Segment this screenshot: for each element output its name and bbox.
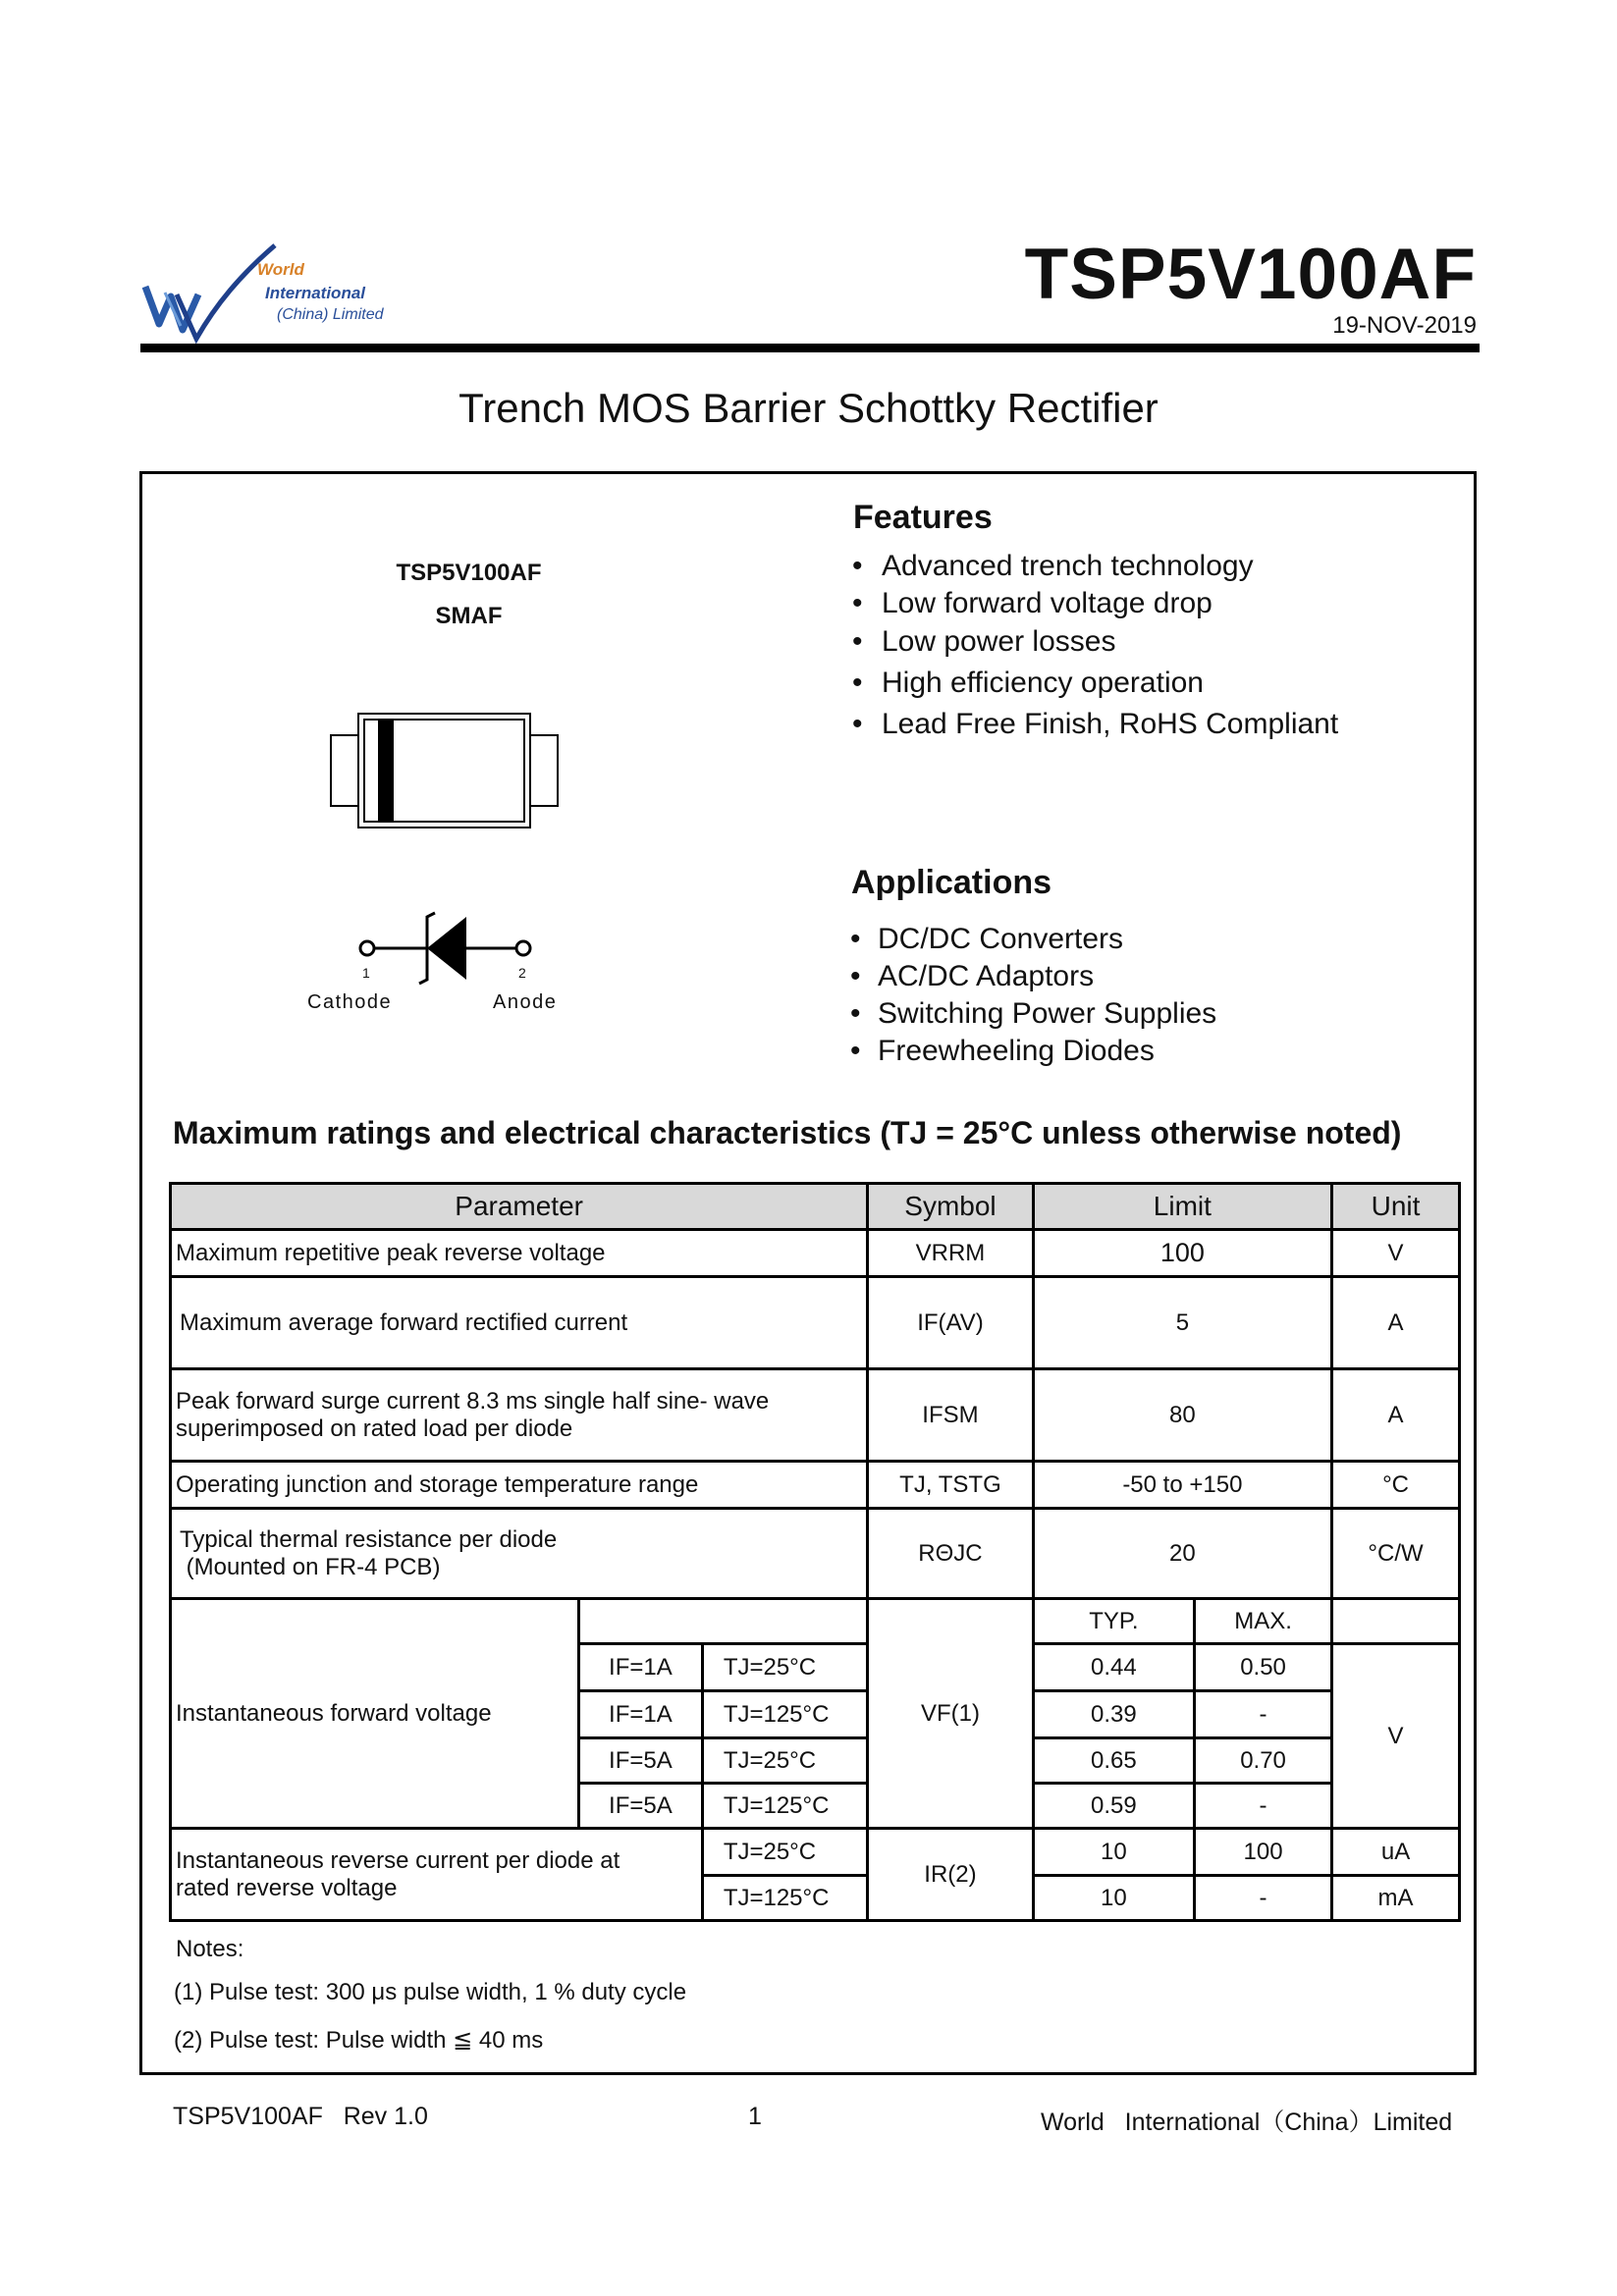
vf-max: -: [1195, 1784, 1332, 1829]
vf-tj: TJ=25°C: [702, 1644, 867, 1691]
applications-heading: Applications: [851, 864, 1052, 901]
table-row: [171, 1230, 1460, 1277]
part-number-title: TSP5V100AF: [1024, 235, 1477, 314]
row-parameter-line: Typical thermal resistance per diode: [180, 1525, 558, 1553]
ratings-table: [169, 1182, 1461, 1922]
package-part-name: TSP5V100AF: [396, 560, 542, 586]
vf-max: 0.70: [1195, 1738, 1332, 1784]
pin-1-number: 1: [362, 965, 370, 981]
vf-typ: 0.59: [1033, 1784, 1194, 1829]
row-unit: A: [1332, 1277, 1460, 1369]
ir-parameter-line: rated reverse voltage: [176, 1874, 398, 1901]
footer-part-revision: TSP5V100AF Rev 1.0: [173, 2103, 428, 2130]
vf-typ: 0.44: [1033, 1644, 1194, 1691]
application-item: • DC/DC Converters: [850, 921, 1216, 958]
vf-if: IF=5A: [579, 1738, 703, 1784]
ir-parameter: [171, 1829, 703, 1921]
row-unit: V: [1332, 1230, 1460, 1277]
typ-header: TYP.: [1033, 1599, 1194, 1644]
header-symbol: Symbol: [868, 1184, 1033, 1230]
table-header-row: [171, 1184, 1460, 1230]
vf-if: IF=1A: [579, 1644, 703, 1691]
vf-if: IF=1A: [579, 1691, 703, 1738]
vf-unit: V: [1332, 1644, 1460, 1829]
row-symbol: IFSM: [868, 1369, 1033, 1462]
row-symbol: VRRM: [868, 1230, 1033, 1277]
row-symbol: IF(AV): [868, 1277, 1033, 1369]
vf-typ: 0.65: [1033, 1738, 1194, 1784]
feature-item: • High efficiency operation: [852, 662, 1338, 705]
ir-typ: 10: [1033, 1876, 1194, 1921]
table-row: [171, 1462, 1460, 1509]
vf-typ: 0.39: [1033, 1691, 1194, 1738]
row-parameter: Maximum average forward rectified current: [171, 1277, 868, 1369]
header-divider: [140, 344, 1480, 352]
row-unit: °C: [1332, 1462, 1460, 1509]
logo-text-international: International: [265, 284, 366, 302]
vf-max: -: [1195, 1691, 1332, 1738]
feature-item: • Low power losses: [852, 622, 1338, 662]
row-unit: °C/W: [1332, 1509, 1460, 1599]
package-type: SMAF: [435, 603, 503, 629]
row-parameter: [171, 1369, 868, 1462]
row-parameter-line: (Mounted on FR-4 PCB): [180, 1553, 441, 1580]
ir-symbol: IR(2): [868, 1829, 1033, 1921]
ir-tj: TJ=125°C: [702, 1876, 867, 1921]
footer-page-number: 1: [748, 2103, 762, 2130]
header-parameter: Parameter: [171, 1184, 868, 1230]
row-parameter-line: superimposed on rated load per diode: [176, 1415, 573, 1442]
logo-text-china-limited: (China) Limited: [277, 306, 384, 323]
vf-tj: TJ=125°C: [702, 1691, 867, 1738]
header-unit: Unit: [1332, 1184, 1460, 1230]
applications-list: [850, 921, 1216, 1070]
document-date: 19-NOV-2019: [1332, 312, 1477, 339]
table-row: [171, 1509, 1460, 1599]
feature-item: • Advanced trench technology: [852, 548, 1338, 585]
vf-parameter: Instantaneous forward voltage: [171, 1599, 579, 1829]
ratings-table-title: Maximum ratings and electrical characteristics (TJ = 25°C unless otherwise noted): [173, 1115, 1402, 1150]
ir-typ: 10: [1033, 1829, 1194, 1876]
row-limit: 100: [1033, 1230, 1331, 1277]
row-limit: 80: [1033, 1369, 1331, 1462]
features-heading: Features: [853, 499, 993, 536]
vf-symbol: VF(1): [868, 1599, 1033, 1829]
vf-max: 0.50: [1195, 1644, 1332, 1691]
table-row: [171, 1599, 1460, 1644]
feature-item: • Lead Free Finish, RoHS Compliant: [852, 705, 1338, 744]
vf-if: IF=5A: [579, 1784, 703, 1829]
row-symbol: RΘJC: [868, 1509, 1033, 1599]
unit-header-blank: [1332, 1599, 1460, 1644]
table-row: [171, 1369, 1460, 1462]
application-item: • Switching Power Supplies: [850, 995, 1216, 1033]
row-limit: 5: [1033, 1277, 1331, 1369]
document-subtitle: Trench MOS Barrier Schottky Rectifier: [458, 385, 1159, 431]
row-unit: A: [1332, 1369, 1460, 1462]
ir-parameter-line: Instantaneous reverse current per diode at: [176, 1846, 620, 1874]
row-parameter: Maximum repetitive peak reverse voltage: [171, 1230, 868, 1277]
anode-label: Anode: [493, 991, 558, 1013]
vf-tj: TJ=125°C: [702, 1784, 867, 1829]
application-item: • AC/DC Adaptors: [850, 958, 1216, 995]
diode-schematic-symbol: [349, 903, 545, 991]
application-item: • Freewheeling Diodes: [850, 1033, 1216, 1070]
ir-row: [171, 1829, 1460, 1876]
row-parameter-line: Peak forward surge current 8.3 ms single half sine- wave: [176, 1387, 770, 1415]
feature-item: • Low forward voltage drop: [852, 585, 1338, 622]
vf-condition-header-blank: [579, 1599, 868, 1644]
max-header: MAX.: [1195, 1599, 1332, 1644]
pin-2-number: 2: [518, 965, 526, 981]
ir-max: -: [1195, 1876, 1332, 1921]
cathode-label: Cathode: [307, 991, 393, 1013]
logo-text-world: World: [257, 260, 304, 279]
footer-company: World International（China）Limited: [1041, 2109, 1453, 2136]
ir-max: 100: [1195, 1829, 1332, 1876]
row-limit: 20: [1033, 1509, 1331, 1599]
notes-heading: Notes:: [176, 1936, 244, 1962]
ir-unit: mA: [1332, 1876, 1460, 1921]
row-limit: -50 to +150: [1033, 1462, 1331, 1509]
package-outline-drawing: [329, 712, 560, 829]
vf-tj: TJ=25°C: [702, 1738, 867, 1784]
features-list: [852, 548, 1338, 744]
row-symbol: TJ, TSTG: [868, 1462, 1033, 1509]
note-item: (1) Pulse test: 300 μs pulse width, 1 % duty cycle: [174, 1979, 687, 2005]
row-parameter: Operating junction and storage temperature range: [171, 1462, 868, 1509]
note-item: (2) Pulse test: Pulse width ≦ 40 ms: [174, 2027, 544, 2054]
header-limit: Limit: [1033, 1184, 1331, 1230]
row-parameter: [171, 1509, 868, 1599]
table-row: [171, 1277, 1460, 1369]
ir-tj: TJ=25°C: [702, 1829, 867, 1876]
ir-unit: uA: [1332, 1829, 1460, 1876]
